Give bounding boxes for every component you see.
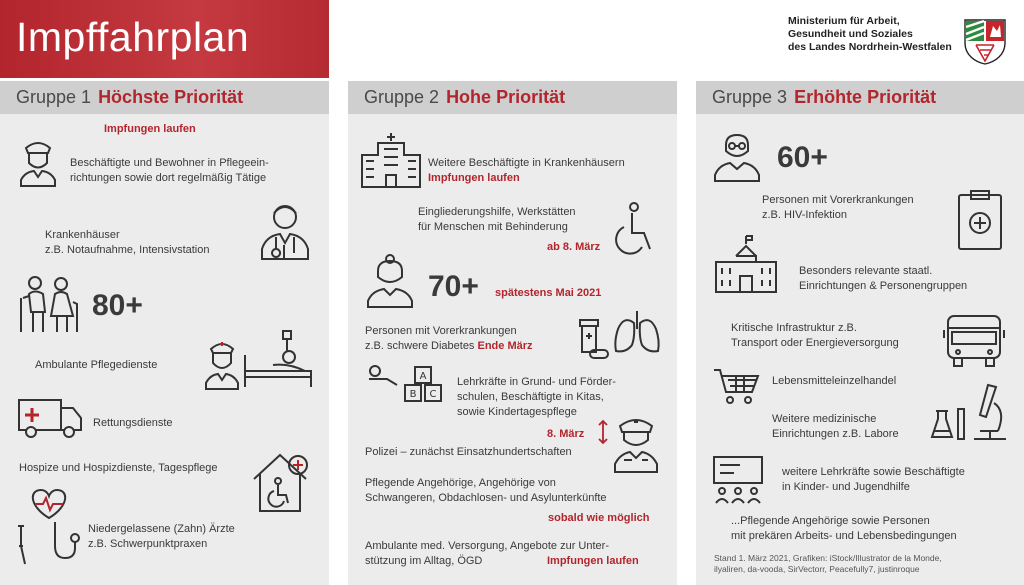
group-3-med-line-1: Weitere medizinische <box>772 413 877 425</box>
hospice-house-icon <box>250 451 312 513</box>
group-3-angeh-line-1: ...Pflegende Angehörige sowie Personen <box>731 515 930 527</box>
group-3-vorerkr-line-1: Personen mit Vorerkrankungen <box>762 194 914 206</box>
group-3-staatl-line-2: Einrichtungen & Personengruppen <box>799 280 968 292</box>
pills-icon <box>576 316 610 362</box>
group-2-label: Gruppe 2 <box>364 87 440 107</box>
group-1-ambulant: Ambulante Pflegedienste <box>35 359 158 371</box>
group-2-amb-line-1: Ambulante med. Versorgung, Angebote zur Unter- <box>365 540 609 552</box>
group-2-vorerkr-date: Ende März <box>477 340 533 352</box>
wheelchair-icon <box>610 201 660 259</box>
image-credits <box>714 553 942 575</box>
group-1-kh-line-2: z.B. Notaufnahme, Intensivstation <box>45 244 210 256</box>
shopping-cart-icon <box>712 366 760 406</box>
nurse-icon <box>17 136 59 188</box>
group-1-aerzte-text <box>88 522 235 552</box>
group-2-lehr-date: 8. März <box>547 428 585 440</box>
group-3-lehr-text <box>782 465 965 495</box>
hospital-building-icon <box>360 131 422 189</box>
group-2-priority: Hohe Priorität <box>446 87 566 107</box>
credits-line-1: Stand 1. März 2021, Grafiken: iStock/Illustrator de la Monde, <box>714 553 942 563</box>
group-1-kh-line-1: Krankenhäuser <box>45 229 120 241</box>
group-2-lehr-line-3: sowie Kindertagespflege <box>457 406 577 418</box>
group-2-amb-status: Impfungen laufen <box>547 555 639 567</box>
doctor-icon <box>256 201 314 261</box>
group-2-vorerkr-line-1: Personen mit Vorerkrankungen <box>365 325 517 337</box>
group-3-med-line-2: Einrichtungen z.B. Labore <box>772 428 899 440</box>
group-1-pflege-line-1: Beschäftigte und Bewohner in Pflegeein- <box>70 157 269 169</box>
group-1-kh-text <box>45 228 209 258</box>
classroom-icon <box>712 455 764 505</box>
group-3-krit-line-1: Kritische Infrastruktur z.B. <box>731 322 857 334</box>
group-2-egh-date: ab 8. März <box>547 241 601 253</box>
group-2-panel <box>348 81 677 585</box>
group-1-age: 80+ <box>92 289 143 322</box>
old-man-icon <box>712 131 762 183</box>
ministry-line-1: Ministerium für Arbeit, <box>788 15 900 27</box>
group-2-angeh-line-2: Schwangeren, Obdachlosen- und Asylunterkünfte <box>365 492 607 504</box>
lungs-icon <box>612 309 662 355</box>
group-2-age: 70+ <box>428 270 479 303</box>
group-3-lehr-line-1: weitere Lehrkräfte sowie Beschäftigte <box>782 466 965 478</box>
group-2-angeh-line-1: Pflegende Angehörige, Angehörige von <box>365 477 556 489</box>
group-2-lehr-line-1: Lehrkräfte in Grund- und Förder- <box>457 376 616 388</box>
group-3-header <box>696 81 1024 114</box>
group-2-vorerkr-text <box>365 324 533 354</box>
credits-line-2: ilyaliren, da-vooda, SirVectorr, Peacefully7, justinroque <box>714 564 920 574</box>
group-3-priority: Erhöhte Priorität <box>794 87 937 107</box>
group-3-krit-line-2: Transport oder Energieversorgung <box>731 337 899 349</box>
group-2-kh-line-1: Weitere Beschäftigte in Krankenhäusern <box>428 157 625 169</box>
nrw-crest-icon <box>962 17 1008 65</box>
group-2-egh-line-1: Eingliederungshilfe, Werkstätten <box>418 206 576 218</box>
elderly-woman-icon <box>365 253 415 309</box>
title-banner <box>0 0 329 78</box>
bus-icon <box>942 312 1006 368</box>
group-2-kh-status: Impfungen laufen <box>428 172 520 184</box>
group-3-panel <box>696 81 1024 585</box>
group-3-lebensmittel: Lebensmitteleinzelhandel <box>772 375 897 387</box>
group-2-angeh-text <box>365 476 607 506</box>
ministry-line-3: des Landes Nordrhein-Westfalen <box>788 41 952 53</box>
group-2-header <box>348 81 677 114</box>
group-3-angeh-line-2: mit prekären Arbeits- und Lebensbedingungen <box>731 530 957 542</box>
group-1-status: Impfungen laufen <box>104 123 196 135</box>
double-arrow-icon <box>598 419 608 445</box>
group-3-lehr-line-2: in Kinder- und Jugendhilfe <box>782 481 910 493</box>
group-2-angeh-date: sobald wie möglich <box>548 512 650 524</box>
svg-text:A: A <box>419 371 427 382</box>
group-1-rettung: Rettungsdienste <box>93 417 173 429</box>
group-3-age: 60+ <box>777 141 828 174</box>
group-3-staatl-line-1: Besonders relevante staatl. <box>799 265 933 277</box>
group-2-amb-line-2: stützung im Alltag, ÖGD <box>365 555 483 567</box>
microscope-icon <box>928 381 1008 443</box>
group-2-polizei: Polizei – zunächst Einsatzhundertschaften <box>365 446 572 458</box>
group-1-panel <box>0 81 329 585</box>
group-3-staatl-text <box>799 264 967 294</box>
group-1-pflege-text <box>70 156 269 186</box>
group-3-angeh-text <box>731 514 957 544</box>
group-3-vorerkr-text <box>762 193 914 223</box>
group-2-kh-text <box>428 156 625 186</box>
group-1-header <box>0 81 329 114</box>
group-1-priority: Höchste Priorität <box>98 87 244 107</box>
ministry-name <box>788 15 958 54</box>
group-2-vorerkr-line-2: z.B. schwere Diabetes <box>365 340 475 352</box>
nurse-cap-icon <box>203 337 241 391</box>
group-3-label: Gruppe 3 <box>712 87 788 107</box>
teacher-blocks-icon <box>365 365 451 417</box>
group-1-pflege-line-2: richtungen sowie dort regelmäßig Tätige <box>70 172 267 184</box>
group-1-aerzte-line-1: Niedergelassene (Zahn) Ärzte <box>88 523 235 535</box>
group-2-egh-text <box>418 205 576 235</box>
svg-text:C: C <box>429 389 437 400</box>
group-3-med-text <box>772 412 899 442</box>
group-2-lehr-text <box>457 375 616 420</box>
group-1-aerzte-line-2: z.B. Schwerpunktpraxen <box>88 538 208 550</box>
group-2-age-date: spätestens Mai 2021 <box>495 287 602 299</box>
elderly-couple-icon <box>15 274 81 334</box>
group-1-hospiz: Hospize und Hospizdienste, Tagespflege <box>19 462 218 474</box>
hospital-bed-icon <box>243 327 313 389</box>
ambulance-icon <box>17 396 83 440</box>
group-3-krit-text <box>731 321 899 351</box>
medical-clipboard-icon <box>955 189 1005 251</box>
page-title: Impffahrplan <box>16 14 250 60</box>
government-building-icon <box>712 234 780 294</box>
group-3-vorerkr-line-2: z.B. HIV-Infektion <box>762 209 847 221</box>
group-1-label: Gruppe 1 <box>16 87 92 107</box>
heart-stethoscope-icon <box>15 486 81 568</box>
svg-text:B: B <box>409 389 417 400</box>
ministry-line-2: Gesundheit und Soziales <box>788 28 913 40</box>
police-officer-icon <box>612 414 660 474</box>
group-2-lehr-line-2: schulen, Beschäftigte in Kitas, <box>457 391 604 403</box>
group-2-egh-line-2: für Menschen mit Behinderung <box>418 221 568 233</box>
